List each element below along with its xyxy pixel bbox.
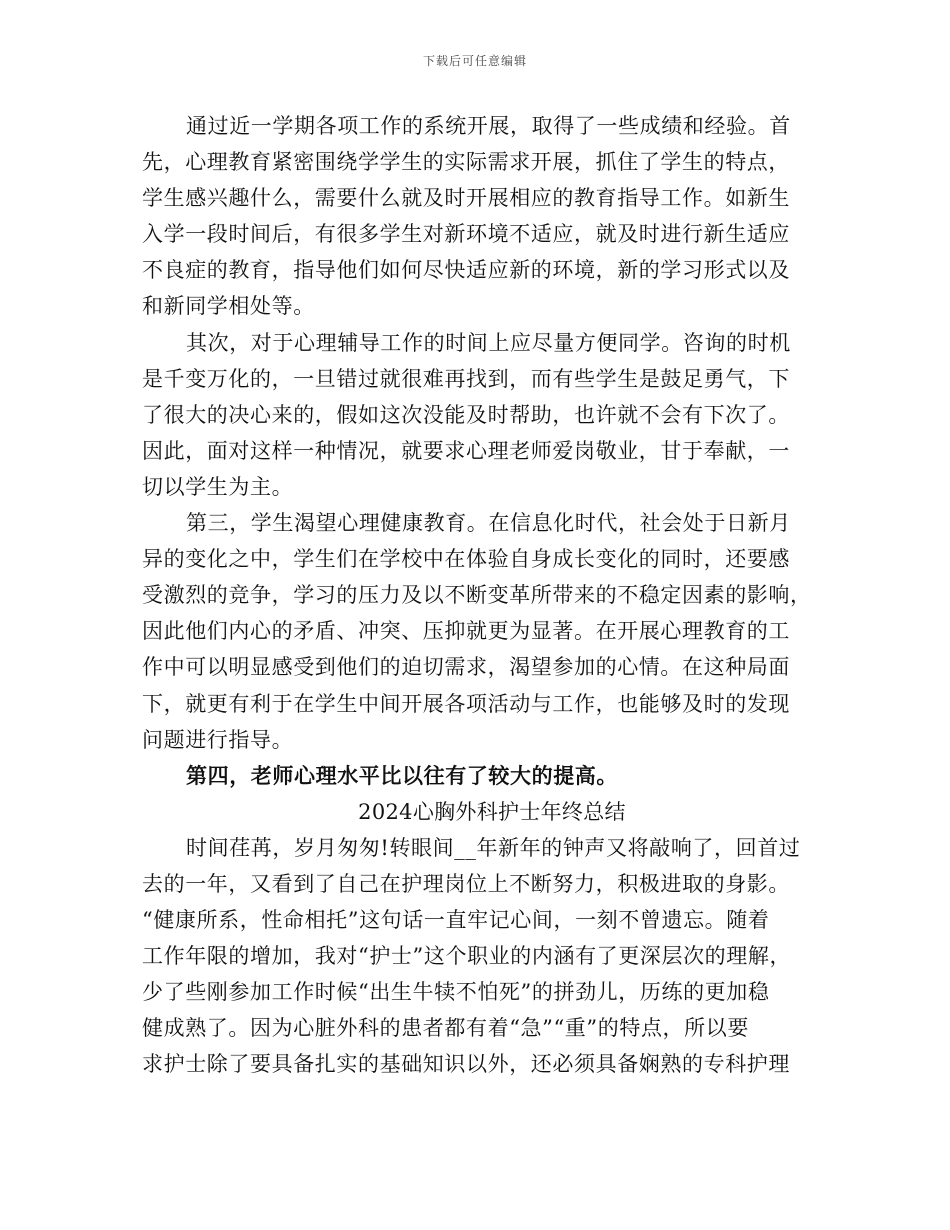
text-line: 通过近一学期各项工作的系统开展，取得了一些成绩和经验。首 [186,114,791,138]
text-line: 是千变万化的，一旦错过就很难再找到，而有些学生是鼓足勇气，下 [142,366,790,391]
text-line: 下，就更有利于在学生中间开展各项活动与工作，也能够及时的发现 [142,691,790,716]
text-line: 第三，学生渴望心理健康教育。在信息化时代，社会处于日新月 [186,511,791,536]
text-line: 受激烈的竞争，学习的压力及以不断变革所带来的不稳定因素的影响， [142,583,812,608]
text-line: 因此，面对这样一种情况，就要求心理老师爱岗敬业，甘于奉献，一 [142,438,790,463]
text-line: 异的变化之中，学生们在学校中在体验自身成长变化的同时，还要感 [142,547,790,572]
text-line: 作中可以明显感受到他们的迫切需求，渴望参加的心情。在这种局面 [142,655,790,680]
text-line: 切以学生为主。 [142,474,294,499]
text-line: 学生感兴趣什么，需要什么就及时开展相应的教育指导工作。如新生 [142,186,790,211]
document-body [142,108,822,1083]
text-line: 去的一年，又看到了自己在护理岗位上不断努力，积极进取的身影。 [142,871,790,896]
text-line: 不良症的教育，指导他们如何尽快适应新的环境，新的学习形式以及 [142,258,790,283]
text-line: 时间荏苒，岁月匆匆!转眼间__年新年的钟声又将敲响了，回首过 [186,835,801,860]
text-line: 第四，老师心理水平比以往有了较大的提高。 [186,762,618,788]
text-line: 少了些刚参加工作时候“出生牛犊不怕死”的拼劲儿，历练的更加稳 [142,980,770,1005]
text-line: 问题进行指导。 [142,727,294,752]
page-header: 下载后可任意编辑 [422,54,527,68]
text-line: 和新同学相处等。 [142,294,315,319]
text-line: 其次，对于心理辅导工作的时间上应尽量方便同学。咨询的时机 [186,330,791,355]
text-line: 入学一段时间后，有很多学生对新环境不适应，就及时进行新生适应 [142,222,790,247]
text-line: 了很大的决心来的，假如这次没能及时帮助，也许就不会有下次了。 [142,402,790,427]
text-line: 健成熟了。因为心脏外科的患者都有着“急”“重”的特点，所以要 [142,1016,749,1041]
text-line: 工作年限的增加，我对“护士”这个职业的内涵有了更深层次的理解， [142,944,792,969]
text-line: 求护士除了要具备扎实的基础知识以外，还必须具备娴熟的专科护理 [142,1052,790,1077]
text-line: “健康所系，性命相托”这句话一直牢记心间，一刻不曾遗忘。随着 [142,908,770,933]
section-title: 2024心胸外科护士年终总结 [358,799,626,824]
text-line: 先，心理教育紧密围绕学学生的实际需求开展，抓住了学生的特点， [142,150,790,175]
text-line: 因此他们内心的矛盾、冲突、压抑就更为显著。在开展心理教育的工 [142,619,790,644]
